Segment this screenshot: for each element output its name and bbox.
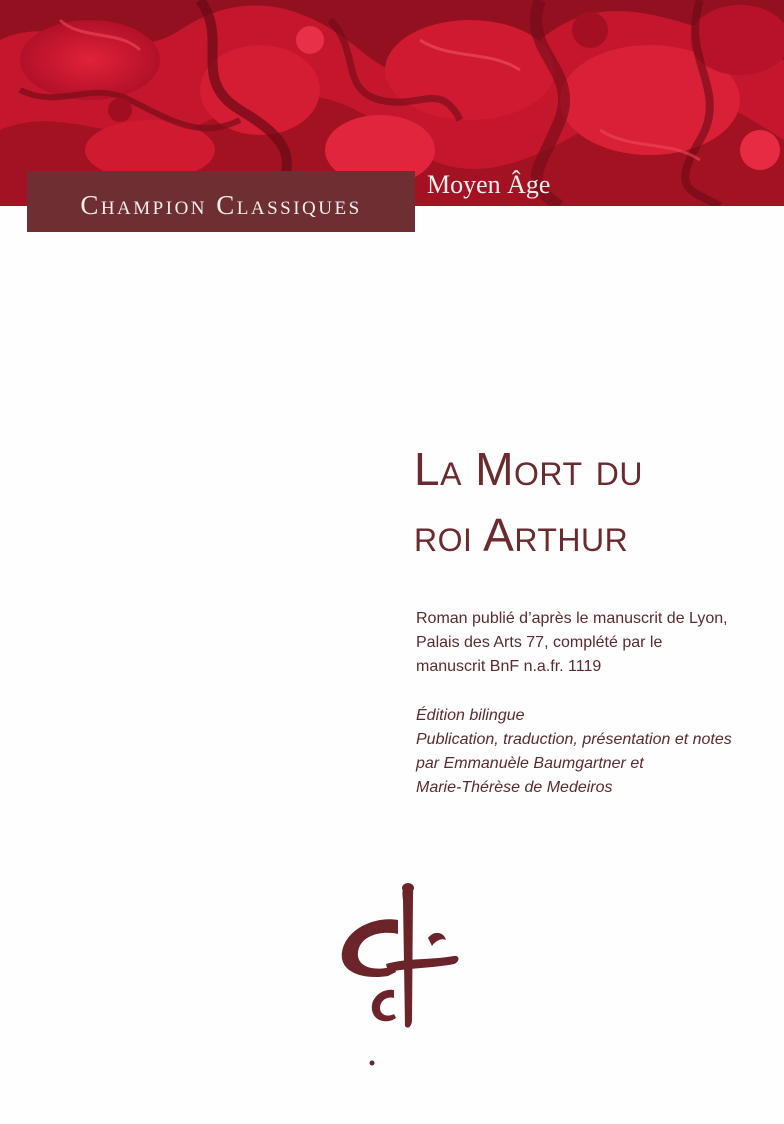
champion-c-logo-icon <box>336 880 464 1070</box>
description-line-2: Palais des Arts 77, complété par le <box>416 634 663 651</box>
description-line-3: manuscrit BnF n.a.fr. 1119 <box>416 658 602 675</box>
edition-line-4: Marie-Thérèse de Medeiros <box>416 779 613 796</box>
edition-info <box>416 704 776 800</box>
edition-line-3: par Emmanuèle Baumgartner et <box>416 755 644 772</box>
book-description <box>416 607 776 679</box>
series-subtitle: Moyen Âge <box>427 170 551 199</box>
description-line-1: Roman publié d’après le manuscrit de Lyon, <box>416 610 728 627</box>
book-title <box>414 436 774 568</box>
series-banner <box>27 171 415 232</box>
book-title-line-1: La Mort du <box>414 443 643 495</box>
book-title-line-2: roi Arthur <box>414 509 629 561</box>
edition-line-2: Publication, traduction, présentation et notes <box>416 731 732 748</box>
series-name: Champion Classiques <box>80 190 362 220</box>
edition-line-1: Édition bilingue <box>416 707 525 724</box>
